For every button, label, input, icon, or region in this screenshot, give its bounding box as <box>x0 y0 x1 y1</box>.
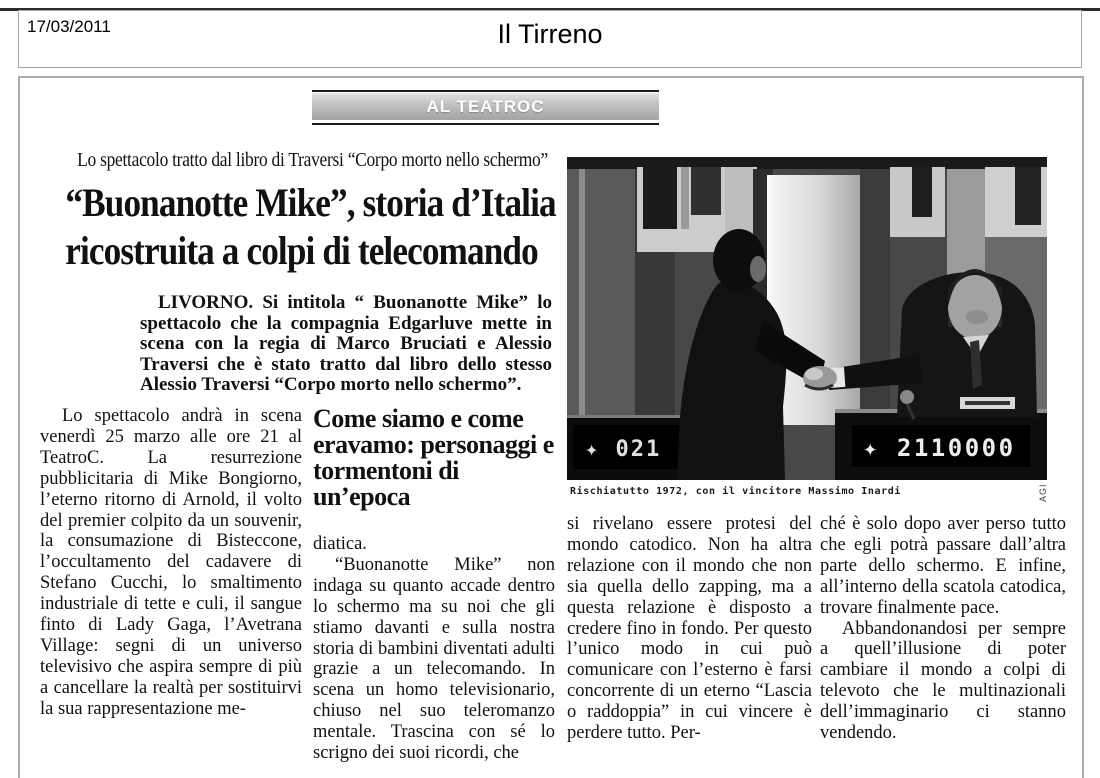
article-headline <box>32 180 572 276</box>
headline-line-2: ricostruita a colpi di telecomando <box>65 228 539 273</box>
banner-top-rule <box>312 90 659 92</box>
photo-credit: AGI <box>1038 483 1048 502</box>
section-banner-bar <box>312 93 659 120</box>
column-3-paragraph: si rivelano essere protesi del mondo catodico. Non ha altra relazione con il mondo che non sia quella dello zapping, ma a questa relazione è disposto a credere fino in fondo. Per questo l’unico modo in cui può comunicare con l’esterno è farsi concorrente di un eterno “Lascia o raddoppia” in cui vincere è perdere tutto. Per- <box>567 514 812 744</box>
article-column-4 <box>820 514 1066 778</box>
banner-bottom-rule <box>312 123 659 125</box>
scan-date: 17/03/2011 <box>27 17 111 36</box>
column-4-paragraph-2: Abbandonandosi per sempre a quell’illusione di poter cambiare il mondo a colpi di televoto che le multinazionali dell’immaginario ci stanno vendendo. <box>820 618 1066 744</box>
article-column-3 <box>567 514 812 778</box>
right-score-display: ✦ 2110000 <box>863 434 1016 462</box>
article-subhead: Come siamo e come eravamo: personaggi e tormentoni di un’epoca <box>313 406 554 511</box>
article-kicker-text: Lo spettacolo tratto dal libro di Traversi “Corpo morto nello schermo” <box>77 149 548 171</box>
column-4-paragraph-1: ché è solo dopo aver perso tutto che egli potrà passare dall’altra parte dello schermo. E infine, all’interno della scatola catodica, trovare finalmente pace. <box>820 514 1066 618</box>
lead-location: LIVORNO. <box>158 292 254 313</box>
photo-caption: Rischiatutto 1972, con il vincitore Massimo Inardi <box>570 486 902 497</box>
article-clipping-box <box>18 76 1084 778</box>
column-1-paragraph: Lo spettacolo andrà in scena venerdì 25 marzo alle ore 21 al TeatroC. La resurrezione pubblicitaria di Mike Bongiorno, l’eterno ritorno di Arnold, il volto del premier colpito da un souvenir, la consumazione di Bisteccone, l’occultamento del cadavere di Stefano Cucchi, lo smaltimento industriale di tette e culi, il sangue finto di Lady Gaga, l’Avetrana Village: segni di un universo televisivo che aspira sempre di più a cancellare la realtà per sostituirvi la sua rappresentazione me- <box>40 406 302 719</box>
article-lead <box>140 293 552 396</box>
column-2-paragraph-2: “Buonanotte Mike” non indaga su quanto accade dentro lo schermo ma su noi che gli stiamo davanti e sulla nostra storia di bambini diventati adulti grazie a un telecomando. In scena un homo televisionario, chiuso nel suo teleromanzo mentale. Trascina con sé lo scrigno dei suoi ricordi, che <box>313 554 555 764</box>
article-photo <box>567 157 1047 480</box>
lead-text: Si intitola “ Buonanotte Mike” lo spettacolo che la compagnia Edgarluve mette in scena con la regia di Marco Bruciati e Alessio Traversi che è stato tratto dal libro dello stesso Alessio Traversi “Corpo morto nello schermo”. <box>140 292 552 395</box>
section-banner-label: AL TEATROC <box>426 97 545 116</box>
article-column-2 <box>313 406 555 778</box>
scan-header <box>18 10 1082 68</box>
left-score-display: ✦ 021 <box>585 437 662 462</box>
column-2-paragraph-1: diatica. <box>313 534 367 554</box>
newspaper-masthead: Il Tirreno <box>497 19 603 49</box>
section-banner <box>312 90 659 125</box>
headline-line-1: “Buonanotte Mike”, storia d’Italia <box>65 180 556 225</box>
article-kicker <box>42 149 552 172</box>
article-column-1 <box>40 406 302 778</box>
quiz-show-photo-illustration <box>567 157 1047 480</box>
